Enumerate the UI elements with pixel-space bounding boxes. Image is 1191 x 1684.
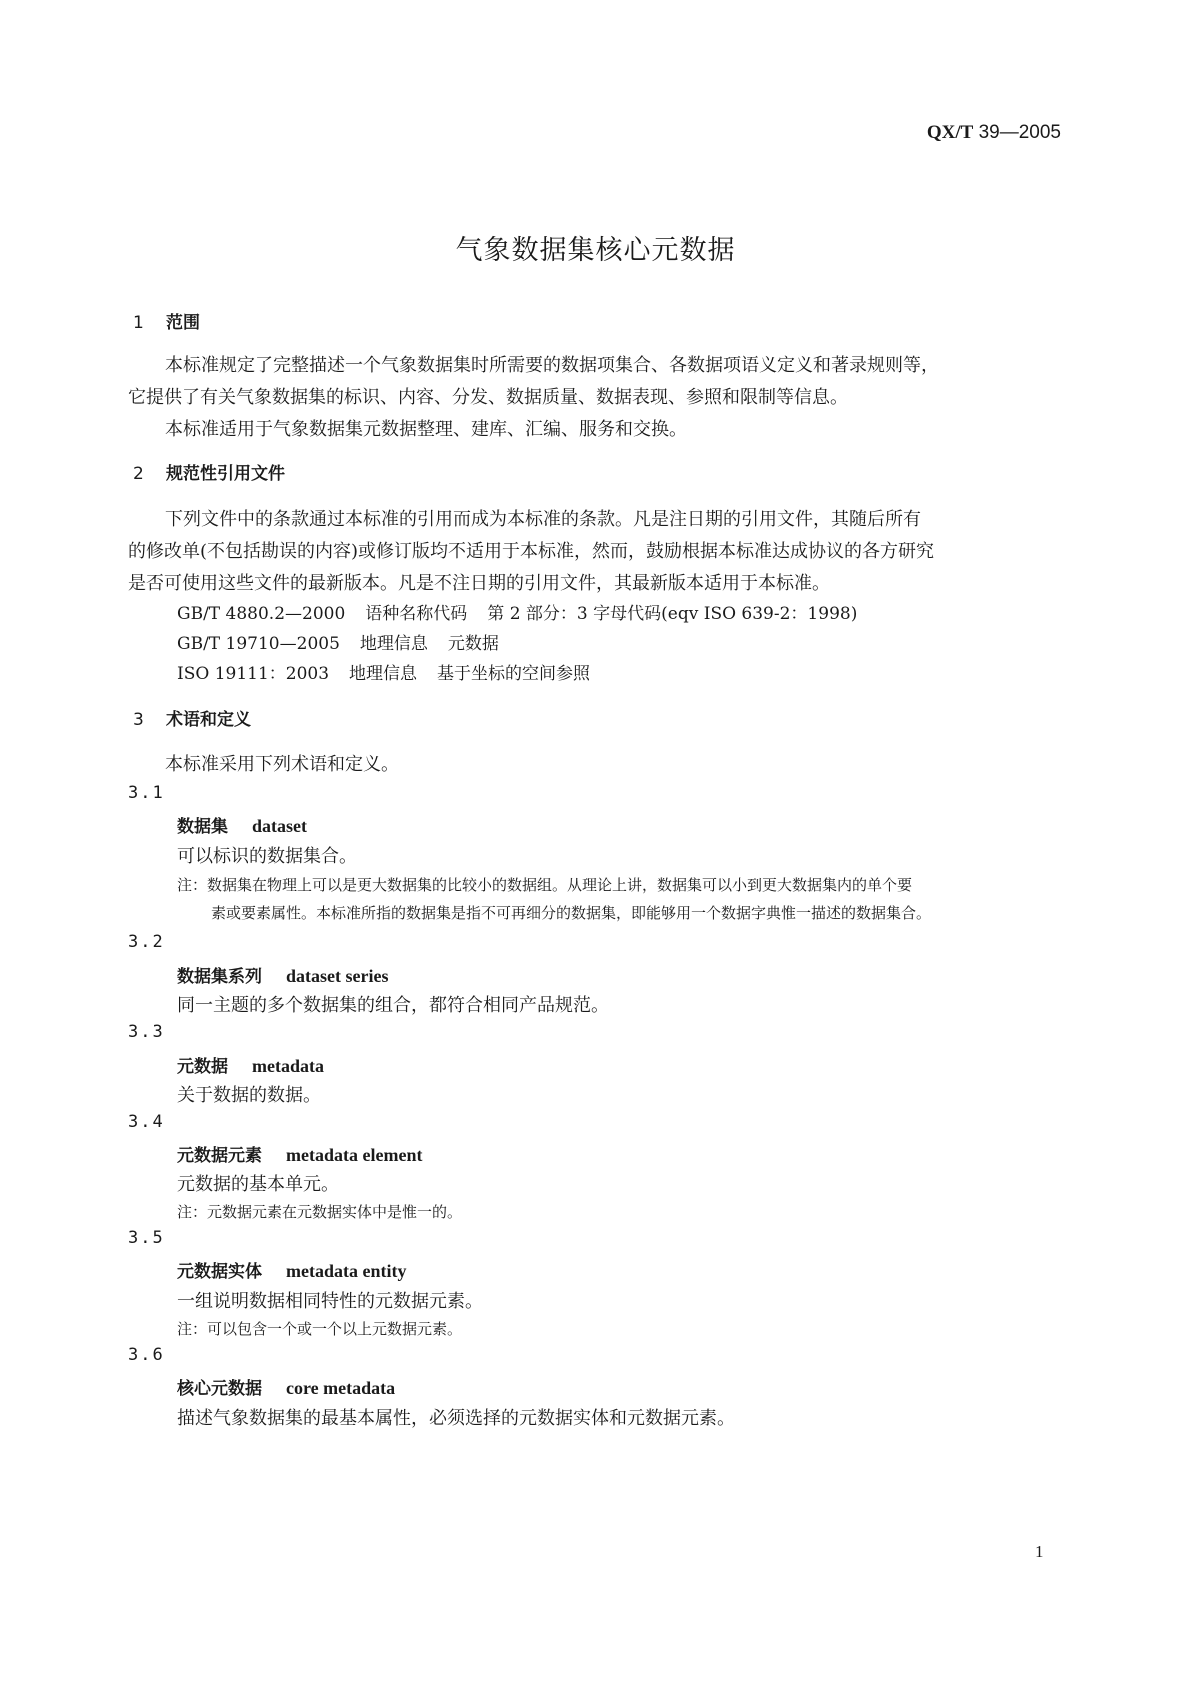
section-number: 2 <box>133 464 144 484</box>
section-number: 1 <box>133 313 144 333</box>
term-definition: 可以标识的数据集合。 <box>177 846 357 867</box>
term-heading <box>177 962 388 987</box>
term-en: core metadata <box>286 1378 396 1398</box>
reference-title: 地理信息 <box>349 664 418 684</box>
section-number: 3 <box>133 710 144 730</box>
reference-title: 语种名称代码 <box>365 604 468 624</box>
page-number: 1 <box>1035 1542 1044 1561</box>
standard-code <box>927 122 1061 144</box>
term-definition: 同一主题的多个数据集的组合，都符合相同产品规范。 <box>177 995 609 1016</box>
paragraph: 本标准适用于气象数据集元数据整理、建库、汇编、服务和交换。 <box>165 419 687 440</box>
term-number: 3.4 <box>128 1112 165 1132</box>
section-title: 规范性引用文件 <box>166 464 285 484</box>
paragraph: 是否可使用这些文件的最新版本。凡是不注日期的引用文件，其最新版本适用于本标准。 <box>128 573 830 594</box>
reference-subtitle: 第 2 部分：3 字母代码(eqv ISO 639-2：1998) <box>487 604 858 624</box>
term-definition: 描述气象数据集的最基本属性，必须选择的元数据实体和元数据元素。 <box>177 1408 735 1429</box>
term-number: 3.3 <box>128 1022 165 1042</box>
paragraph: 的修改单(不包括勘误的内容)或修订版均不适用于本标准，然而，鼓励根据本标准达成协议的各方研究 <box>128 541 935 562</box>
term-en: dataset series <box>286 966 389 986</box>
reference-item <box>177 629 499 654</box>
term-en: dataset <box>252 816 307 836</box>
standard-code-number: 39—2005 <box>978 122 1061 143</box>
term-note: 素或要素属性。本标准所指的数据集是指不可再细分的数据集，即能够用一个数据字典惟一描述的数据集合。 <box>211 904 932 922</box>
reference-code: ISO 19111：2003 <box>177 664 330 684</box>
term-heading <box>177 1257 406 1282</box>
term-number: 3.5 <box>128 1228 165 1248</box>
reference-code: GB/T 19710—2005 <box>177 634 340 654</box>
reference-item <box>177 599 857 624</box>
section-heading-2 <box>133 459 285 484</box>
term-zh: 数据集系列 <box>177 967 262 987</box>
term-heading <box>177 1374 395 1399</box>
reference-subtitle: 元数据 <box>447 634 499 654</box>
term-zh: 元数据元素 <box>177 1146 262 1166</box>
term-note: 注：元数据元素在元数据实体中是惟一的。 <box>177 1203 463 1221</box>
standard-code-prefix: QX/T <box>926 122 974 143</box>
term-number: 3.6 <box>128 1345 165 1365</box>
term-definition: 元数据的基本单元。 <box>177 1174 339 1195</box>
reference-code: GB/T 4880.2—2000 <box>177 604 346 624</box>
term-en: metadata entity <box>286 1261 407 1281</box>
paragraph: 本标准采用下列术语和定义。 <box>165 754 399 775</box>
term-number: 3.2 <box>128 932 165 952</box>
term-en: metadata <box>252 1056 324 1076</box>
paragraph: 下列文件中的条款通过本标准的引用而成为本标准的条款。凡是注日期的引用文件，其随后所有 <box>165 509 921 530</box>
reference-item <box>177 659 590 684</box>
term-heading <box>177 1141 422 1166</box>
paragraph: 它提供了有关气象数据集的标识、内容、分发、数据质量、数据表现、参照和限制等信息。 <box>128 387 848 408</box>
reference-title: 地理信息 <box>359 634 428 654</box>
section-title: 术语和定义 <box>166 710 251 730</box>
term-note: 注：可以包含一个或一个以上元数据元素。 <box>177 1320 463 1338</box>
term-zh: 数据集 <box>177 817 228 837</box>
term-zh: 核心元数据 <box>177 1379 262 1399</box>
document-title: 气象数据集核心元数据 <box>455 235 736 266</box>
term-number: 3.1 <box>128 783 165 803</box>
term-en: metadata element <box>286 1145 423 1165</box>
term-heading <box>177 812 307 837</box>
term-zh: 元数据 <box>177 1057 228 1077</box>
paragraph: 本标准规定了完整描述一个气象数据集时所需要的数据项集合、各数据项语义定义和著录规则等， <box>165 355 939 376</box>
section-heading-3 <box>133 705 251 730</box>
term-note: 注：数据集在物理上可以是更大数据集的比较小的数据组。从理论上讲，数据集可以小到更大数据集内的单个要 <box>177 876 913 894</box>
section-title: 范围 <box>166 313 200 333</box>
term-zh: 元数据实体 <box>177 1262 262 1282</box>
term-heading <box>177 1052 324 1077</box>
term-definition: 一组说明数据相同特性的元数据元素。 <box>177 1291 483 1312</box>
reference-subtitle: 基于坐标的空间参照 <box>437 664 591 684</box>
section-heading-1 <box>133 308 200 333</box>
term-definition: 关于数据的数据。 <box>177 1085 321 1106</box>
